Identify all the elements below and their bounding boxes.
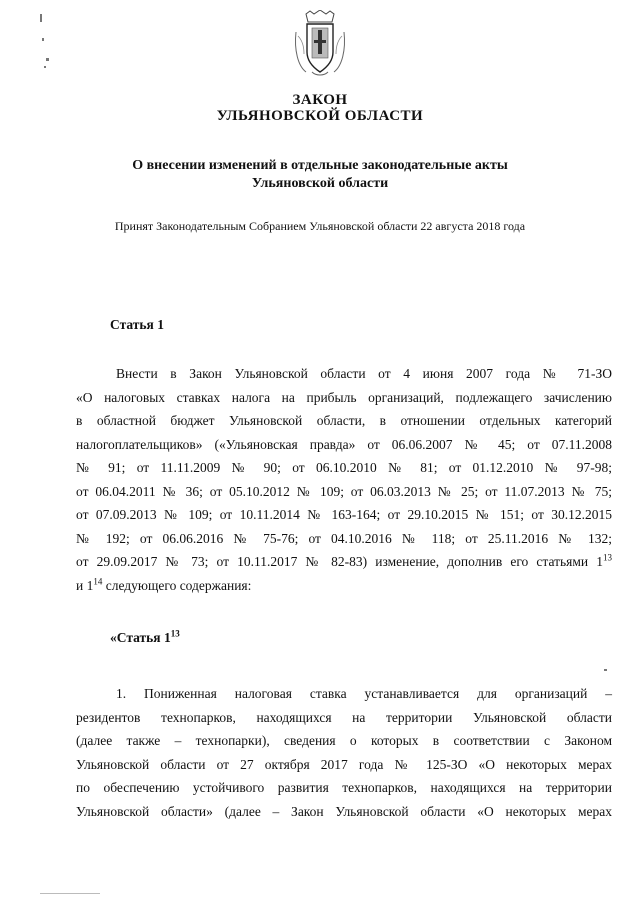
article-line: в областной бюджет Ульяновской области, в отношении отдельных категорий — [76, 413, 612, 428]
article-line: от 07.09.2013 № 109; от 10.11.2014 № 163-164; от 29.10.2015 № 151; от 30.12.2015 — [76, 507, 612, 522]
article-line: резидентов технопарков, находящихся на территории Ульяновской области — [76, 709, 612, 725]
article-line-text: и 1 — [76, 577, 94, 593]
scan-speck — [46, 58, 49, 61]
article-line: по обеспечению устойчивого развития технопарков, находящихся на территории — [76, 780, 612, 795]
coat-of-arms-icon — [292, 10, 348, 80]
article-line: (далее также – технопарки), сведения о которых в соответствии с Законом — [76, 733, 612, 748]
article-line: № 91; от 11.11.2009 № 90; от 06.10.2010 № 81; от 01.12.2010 № 97-98; — [76, 460, 612, 475]
article-line-text: следующего содержания: — [102, 577, 252, 593]
region-label: УЛЬЯНОВСКОЙ ОБЛАСТИ — [216, 108, 424, 124]
superscript: 13 — [170, 628, 180, 639]
scan-speck — [40, 14, 42, 22]
article-line: от 06.04.2011 № 36; от 05.10.2012 № 109; от 06.03.2013 № 25; от 11.07.2013 № 75; — [76, 483, 612, 499]
article-line: Ульяновской области» (далее – Закон Ульяновской области «О некоторых мерах — [76, 803, 612, 819]
article-line: «О налоговых ставках налога на прибыль организаций, подлежащего зачислению — [76, 389, 612, 405]
new-article-heading-text: «Статья 1 — [110, 630, 171, 645]
document-title-line2: Ульяновской области — [251, 176, 389, 191]
article-line: 1. Пониженная налоговая ставка устанавливается для организаций – — [116, 686, 612, 701]
scan-speck — [604, 669, 607, 671]
article-line: № 192; от 06.06.2016 № 75-76; от 04.10.2016 № 118; от 25.11.2016 № 132; — [76, 530, 612, 546]
article-line: Ульяновской области от 27 октября 2017 года № 125-ЗО «О некоторых мерах — [76, 756, 612, 772]
new-article-body — [76, 682, 612, 823]
scan-speck — [44, 66, 46, 68]
law-label: ЗАКОН — [292, 92, 348, 108]
article-line: налогоплательщиков» («Ульяновская правда» от 06.06.2007 № 45; от 07.11.2008 — [76, 436, 612, 452]
article-line-with-superscript — [76, 550, 612, 574]
superscript: 13 — [603, 552, 612, 563]
article-line-last — [76, 574, 612, 598]
adoption-note: Принят Законодательным Собранием Ульяновской области 22 августа 2018 года — [114, 219, 526, 233]
superscript: 14 — [93, 576, 103, 586]
article-body — [76, 362, 612, 597]
article-line-text: от 29.09.2017 № 73; от 10.11.2017 № 82-83) изменение, дополнив его статьями 1 — [76, 554, 603, 569]
article-line: Внести в Закон Ульяновской области от 4 июня 2007 года № 71-ЗО — [116, 366, 612, 381]
scan-speck — [42, 38, 44, 41]
article-heading: Статья 1 — [110, 317, 164, 332]
document-title-line1: О внесении изменений в отдельные законодательные акты — [132, 158, 508, 173]
scan-speck — [40, 893, 100, 894]
new-article-heading — [110, 630, 180, 646]
